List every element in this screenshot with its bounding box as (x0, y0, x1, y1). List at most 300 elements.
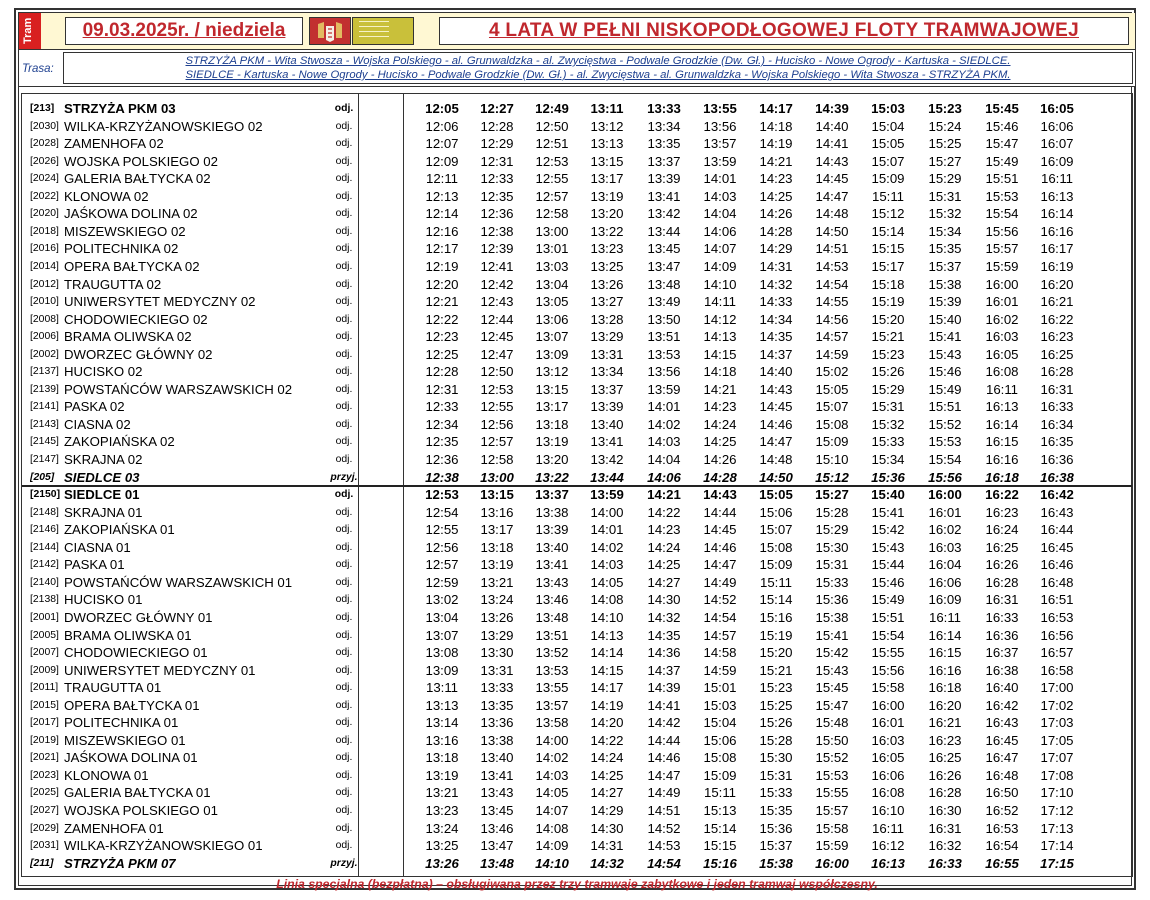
stop-action: odj. (335, 682, 353, 694)
departure-time: 14:45 (703, 522, 737, 538)
departure-time: 13:41 (535, 557, 569, 573)
sheet-inner (18, 12, 1132, 891)
departure-time: 16:50 (985, 785, 1019, 801)
departure-time: 12:33 (425, 399, 459, 415)
departure-time: 15:06 (759, 504, 793, 520)
departure-time: 13:41 (480, 767, 514, 783)
departure-time: 15:23 (871, 346, 905, 362)
stop-name: DWORZEC GŁÓWNY 01 (64, 609, 213, 625)
departure-time: 12:27 (480, 101, 514, 116)
departure-time: 12:23 (425, 329, 459, 345)
stop-name: POLITECHNIKA 01 (64, 715, 179, 731)
departure-time: 17:14 (1040, 838, 1074, 854)
stop-name: SIEDLCE 03 (64, 469, 140, 485)
transit-operator-logo (352, 17, 414, 45)
table-row (22, 855, 1132, 873)
departure-time: 13:38 (535, 504, 569, 520)
departure-time: 12:51 (535, 136, 569, 152)
departure-time: 13:21 (425, 785, 459, 801)
stop-action: odj. (335, 278, 353, 290)
departure-time: 14:30 (647, 592, 681, 608)
departure-time: 16:18 (928, 680, 962, 696)
departure-time: 15:15 (871, 241, 905, 257)
departure-time: 15:19 (871, 294, 905, 310)
departure-time: 16:16 (928, 662, 962, 678)
departure-time: 15:09 (871, 171, 905, 187)
departure-time: 15:11 (759, 574, 793, 590)
departure-time: 15:43 (871, 539, 905, 555)
table-row (22, 416, 1132, 434)
departure-time: 13:46 (535, 592, 569, 608)
departure-time: 14:19 (759, 136, 793, 152)
departure-time: 12:22 (425, 311, 459, 327)
departure-time: 12:47 (480, 346, 514, 362)
departure-time: 15:16 (703, 855, 737, 871)
departure-time: 13:06 (535, 311, 569, 327)
departure-time: 12:31 (480, 153, 514, 169)
stop-code: [2030] (30, 120, 59, 132)
departure-time: 16:14 (928, 627, 962, 643)
table-row (22, 346, 1132, 364)
departure-time: 16:22 (1040, 311, 1074, 327)
departure-time: 13:42 (590, 452, 624, 467)
stop-name: POLITECHNIKA 02 (64, 241, 179, 257)
departure-time: 15:23 (759, 680, 793, 696)
departure-time: 14:40 (815, 118, 849, 134)
departure-time: 16:03 (871, 732, 905, 748)
route-line-return: SIEDLCE - Kartuska - Nowe Ogrody - Hucisko - Podwale Grodzkie (Dw. Gł.) - al. Zwycięstwa - al. Grunwaldzka - Wojska Polskiego - Wita Stwosza - STRZYŻA PKM. (185, 69, 1011, 81)
stop-code: [2021] (30, 752, 59, 764)
departure-time: 15:03 (871, 101, 905, 116)
departure-time: 14:26 (703, 452, 737, 467)
departure-time: 14:26 (759, 206, 793, 222)
departure-time: 16:33 (985, 609, 1019, 625)
departure-time: 13:25 (590, 258, 624, 274)
departure-time: 15:17 (871, 258, 905, 274)
departure-time: 16:34 (1040, 416, 1074, 432)
stop-name: MISZEWSKIEGO 02 (64, 223, 186, 239)
departure-time: 12:35 (480, 188, 514, 204)
departure-time: 15:31 (759, 767, 793, 783)
departure-time: 15:34 (928, 223, 962, 239)
departure-time: 15:56 (928, 469, 962, 485)
departure-time: 16:02 (985, 311, 1019, 327)
departure-time: 12:38 (480, 223, 514, 239)
stop-action: odj. (335, 822, 353, 834)
stop-name: CHODOWIECKIEGO 02 (64, 311, 208, 327)
departure-time: 12:55 (480, 399, 514, 415)
departure-time: 15:14 (759, 592, 793, 608)
departure-time: 15:24 (928, 118, 962, 134)
stop-action: odj. (335, 559, 353, 571)
departure-time: 12:05 (425, 101, 459, 116)
departure-time: 13:48 (535, 609, 569, 625)
departure-time: 14:47 (647, 767, 681, 783)
departure-time: 15:29 (928, 171, 962, 187)
departure-time: 13:04 (425, 609, 459, 625)
departure-time: 14:10 (535, 855, 569, 871)
departure-time: 13:17 (535, 399, 569, 415)
stop-action: odj. (334, 103, 354, 114)
departure-time: 12:50 (535, 118, 569, 134)
departure-time: 16:48 (1040, 574, 1074, 590)
departure-time: 13:22 (535, 469, 569, 485)
stop-code: [213] (30, 103, 55, 114)
departure-time: 14:03 (590, 557, 624, 573)
departure-time: 13:00 (535, 223, 569, 239)
stop-code: [2020] (30, 208, 59, 220)
departure-time: 14:19 (590, 697, 624, 713)
departure-time: 15:14 (703, 820, 737, 836)
departure-time: 14:32 (759, 276, 793, 292)
departure-time: 15:05 (815, 381, 849, 397)
departure-time: 16:21 (1040, 294, 1074, 310)
stop-code: [2019] (30, 734, 59, 746)
stop-name: WILKA-KRZYŻANOWSKIEGO 01 (64, 838, 263, 854)
departure-time: 14:46 (703, 539, 737, 555)
departure-time: 16:20 (928, 697, 962, 713)
departure-time: 15:52 (815, 750, 849, 766)
departure-time: 13:17 (590, 171, 624, 187)
departure-time: 15:02 (815, 364, 849, 380)
departure-time: 13:39 (535, 522, 569, 538)
timetable-sheet (14, 8, 1136, 890)
stop-name: JAŚKOWA DOLINA 01 (64, 750, 198, 766)
departure-time: 12:41 (480, 258, 514, 274)
departure-time: 16:40 (985, 680, 1019, 696)
departure-time: 14:23 (759, 171, 793, 187)
stop-name: GALERIA BAŁTYCKA 02 (64, 171, 211, 187)
table-row (22, 784, 1132, 802)
departure-time: 14:50 (759, 469, 793, 485)
departure-time: 16:11 (928, 609, 962, 625)
departure-time: 15:05 (759, 487, 793, 503)
departure-time: 13:29 (590, 329, 624, 345)
departure-time: 15:57 (815, 803, 849, 818)
stop-name: MISZEWSKIEGO 01 (64, 732, 186, 748)
departure-time: 13:16 (480, 504, 514, 520)
stop-code: [2027] (30, 805, 59, 816)
departure-time: 14:06 (647, 469, 681, 485)
stop-action: odj. (335, 647, 353, 659)
departure-time: 16:42 (1040, 487, 1074, 503)
stop-name: DWORZEC GŁÓWNY 02 (64, 346, 213, 362)
departure-time: 13:45 (480, 803, 514, 818)
departure-time: 16:55 (985, 855, 1019, 871)
departure-time: 16:36 (985, 627, 1019, 643)
departure-time: 14:45 (759, 399, 793, 415)
departure-time: 14:11 (703, 294, 737, 310)
departure-time: 15:13 (703, 803, 737, 818)
stop-code: [2142] (30, 559, 59, 571)
departure-time: 15:08 (815, 416, 849, 432)
departure-time: 12:53 (535, 153, 569, 169)
departure-time: 16:02 (928, 522, 962, 538)
departure-time: 14:54 (647, 855, 681, 871)
departure-time: 15:40 (928, 311, 962, 327)
departure-time: 13:13 (590, 136, 624, 152)
table-row (22, 591, 1132, 609)
stop-code: [2001] (30, 611, 59, 623)
departure-time: 14:35 (759, 329, 793, 345)
departure-time: 15:31 (928, 188, 962, 204)
departure-time: 14:32 (647, 609, 681, 625)
departure-time: 14:21 (647, 487, 681, 503)
stop-name: PASKA 02 (64, 399, 125, 415)
stop-code: [2140] (30, 576, 59, 588)
departure-time: 14:25 (759, 188, 793, 204)
departure-time: 15:45 (985, 101, 1019, 116)
departure-time: 16:30 (928, 803, 962, 818)
departure-time: 16:11 (871, 820, 905, 836)
stop-code: [211] (30, 857, 54, 869)
departure-time: 16:32 (928, 838, 962, 854)
departure-time: 13:28 (590, 311, 624, 327)
departure-time: 16:25 (928, 750, 962, 766)
departure-time: 12:50 (480, 364, 514, 380)
departure-time: 15:46 (871, 574, 905, 590)
stop-code: [2145] (30, 436, 59, 448)
departure-time: 16:38 (1040, 469, 1074, 485)
stop-name: ZAKOPIAŃSKA 01 (64, 522, 175, 538)
stop-action: odj. (335, 840, 353, 852)
departure-time: 15:01 (703, 680, 737, 696)
departure-time: 13:43 (535, 574, 569, 590)
departure-time: 14:04 (703, 206, 737, 222)
departure-time: 13:53 (535, 662, 569, 678)
departure-time: 15:45 (815, 680, 849, 696)
departure-time: 16:21 (928, 715, 962, 731)
departure-time: 16:01 (871, 715, 905, 731)
departure-time: 12:35 (425, 434, 459, 450)
table-row (22, 749, 1132, 767)
departure-time: 12:33 (480, 171, 514, 187)
departure-time: 15:51 (871, 609, 905, 625)
table-row (22, 837, 1132, 855)
departure-time: 14:52 (647, 820, 681, 836)
stop-action: odj. (335, 348, 353, 360)
stop-code: [2011] (30, 682, 59, 694)
departure-time: 13:46 (480, 820, 514, 836)
departure-time: 13:59 (590, 487, 624, 503)
table-row (22, 188, 1132, 206)
route-section (19, 50, 1135, 87)
stop-action: odj. (335, 401, 353, 413)
departure-time: 12:58 (535, 206, 569, 222)
departure-time: 14:45 (815, 171, 849, 187)
departure-time: 14:02 (535, 750, 569, 766)
departure-time: 14:47 (703, 557, 737, 573)
departure-time: 14:28 (703, 469, 737, 485)
departure-time: 14:43 (703, 487, 737, 503)
departure-time: 14:25 (590, 767, 624, 783)
departure-time: 13:20 (590, 206, 624, 222)
departure-time: 16:42 (985, 697, 1019, 713)
departure-time: 15:21 (871, 329, 905, 345)
departure-time: 15:27 (815, 487, 849, 503)
departure-time: 15:58 (871, 680, 905, 696)
departure-time: 14:22 (590, 732, 624, 748)
departure-time: 14:41 (647, 697, 681, 713)
departure-time: 15:26 (871, 364, 905, 380)
departure-time: 13:22 (590, 223, 624, 239)
departure-time: 12:39 (480, 241, 514, 257)
departure-time: 14:43 (759, 381, 793, 397)
departure-time: 15:35 (928, 241, 962, 257)
departure-time: 15:31 (871, 399, 905, 415)
departure-time: 16:16 (985, 452, 1019, 467)
stop-code: [2012] (30, 278, 59, 290)
stop-name: BRAMA OLIWSKA 01 (64, 627, 192, 643)
departure-time: 16:15 (985, 434, 1019, 450)
departure-time: 16:38 (985, 662, 1019, 678)
departure-time: 16:23 (985, 504, 1019, 520)
table-row (22, 451, 1132, 469)
departure-time: 12:57 (535, 188, 569, 204)
departure-time: 13:57 (703, 136, 737, 152)
table-row (22, 276, 1132, 294)
departure-time: 16:57 (1040, 645, 1074, 661)
departure-time: 14:51 (647, 803, 681, 818)
departure-time: 12:53 (425, 487, 459, 503)
departure-time: 15:06 (703, 732, 737, 748)
departure-time: 13:39 (647, 171, 681, 187)
departure-time: 13:11 (425, 680, 459, 696)
departure-time: 12:42 (480, 276, 514, 292)
departure-time: 13:20 (535, 452, 569, 467)
stop-code: [2014] (30, 260, 59, 272)
departure-time: 13:37 (535, 487, 569, 503)
departure-time: 14:01 (703, 171, 737, 187)
departure-time: 13:18 (535, 416, 569, 432)
departure-time: 12:57 (425, 557, 459, 573)
stop-name: UNIWERSYTET MEDYCZNY 02 (64, 294, 256, 310)
stop-code: [2015] (30, 699, 59, 711)
stop-code: [2008] (30, 313, 59, 325)
departure-time: 13:37 (647, 153, 681, 169)
departure-time: 16:37 (985, 645, 1019, 661)
departure-time: 15:21 (759, 662, 793, 678)
departure-time: 15:49 (928, 381, 962, 397)
departure-time: 12:54 (425, 504, 459, 520)
departure-time: 16:26 (985, 557, 1019, 573)
departure-time: 13:37 (590, 381, 624, 397)
departure-time: 15:12 (815, 469, 849, 485)
footer-note: Linia specjalna (bezpłatna) – obsługiwana przez trzy tramwaje zabytkowe i jeden tramwaj współczesny. (276, 877, 878, 891)
stop-action: odj. (334, 489, 354, 501)
departure-time: 14:47 (759, 434, 793, 450)
table-row (22, 609, 1132, 627)
departure-time: 12:07 (425, 136, 459, 152)
stop-action: odj. (335, 190, 353, 202)
stop-name: CIASNA 02 (64, 416, 131, 432)
departure-time: 13:43 (480, 785, 514, 801)
departure-time: 14:13 (590, 627, 624, 643)
stop-action: odj. (335, 805, 353, 816)
departure-time: 13:19 (425, 767, 459, 783)
departure-time: 15:08 (759, 539, 793, 555)
route-line-outbound: STRZYŻA PKM - Wita Stwosza - Wojska Polskiego - al. Grunwaldzka - al. Zwycięstwa - Podwale Grodzkie (Dw. Gł.) - Hucisko - Nowe Ogrody - Kartuska - SIEDLCE. (185, 55, 1011, 67)
departure-time: 14:23 (647, 522, 681, 538)
departure-time: 14:33 (759, 294, 793, 310)
departure-time: 13:12 (535, 364, 569, 380)
departure-time: 13:26 (590, 276, 624, 292)
table-row (22, 363, 1132, 381)
departure-time: 15:19 (759, 627, 793, 643)
departure-time: 15:28 (815, 504, 849, 520)
departure-time: 15:51 (928, 399, 962, 415)
stop-name: STRZYŻA PKM 03 (64, 101, 176, 116)
stop-action: przyj. (330, 471, 358, 483)
departure-time: 15:33 (815, 574, 849, 590)
stop-action: odj. (335, 454, 353, 465)
departure-time: 13:25 (425, 838, 459, 854)
departure-time: 14:18 (759, 118, 793, 134)
departure-time: 15:43 (815, 662, 849, 678)
table-row (22, 627, 1132, 645)
table-row (22, 644, 1132, 662)
stop-name: HUCISKO 01 (64, 592, 143, 608)
departure-time: 15:38 (815, 609, 849, 625)
departure-time: 16:05 (985, 346, 1019, 362)
departure-time: 13:44 (647, 223, 681, 239)
departure-time: 14:24 (647, 539, 681, 555)
departure-time: 13:13 (425, 697, 459, 713)
departure-time: 16:33 (1040, 399, 1074, 415)
departure-time: 15:39 (928, 294, 962, 310)
page-title: 4 LATA W PEŁNI NISKOPODŁOGOWEJ FLOTY TRAMWAJOWEJ (439, 17, 1129, 45)
departure-time: 15:53 (985, 188, 1019, 204)
stop-name: ZAMENHOFA 01 (64, 820, 164, 836)
departure-time: 13:51 (647, 329, 681, 345)
departure-time: 15:30 (759, 750, 793, 766)
departure-time: 13:59 (647, 381, 681, 397)
tram-badge (19, 13, 41, 49)
departure-time: 15:11 (703, 785, 737, 801)
departure-time: 16:01 (985, 294, 1019, 310)
departure-time: 15:46 (928, 364, 962, 380)
departure-time: 15:30 (815, 539, 849, 555)
departure-time: 15:55 (815, 785, 849, 801)
departure-time: 14:57 (703, 627, 737, 643)
departure-time: 13:34 (647, 118, 681, 134)
departure-time: 14:21 (759, 153, 793, 169)
table-row (22, 539, 1132, 557)
departure-time: 12:55 (535, 171, 569, 187)
stop-action: odj. (335, 418, 353, 430)
table-row (22, 433, 1132, 451)
departure-time: 14:05 (535, 785, 569, 801)
departure-time: 15:04 (703, 715, 737, 731)
departure-time: 15:40 (871, 487, 905, 503)
table-row (22, 521, 1132, 539)
departure-time: 16:22 (985, 487, 1019, 503)
table-row (22, 118, 1132, 136)
stop-code: [2023] (30, 769, 59, 781)
departure-time: 15:44 (871, 557, 905, 573)
stop-code: [2143] (30, 418, 59, 430)
departure-time: 17:12 (1040, 803, 1074, 818)
stop-action: odj. (335, 524, 353, 536)
departure-time: 15:38 (759, 855, 793, 871)
departure-time: 13:19 (535, 434, 569, 450)
departure-time: 14:43 (815, 153, 849, 169)
departure-time: 14:56 (815, 311, 849, 327)
departure-time: 12:28 (425, 364, 459, 380)
departure-time: 16:03 (928, 539, 962, 555)
departure-time: 16:15 (928, 645, 962, 661)
departure-time: 12:16 (425, 223, 459, 239)
